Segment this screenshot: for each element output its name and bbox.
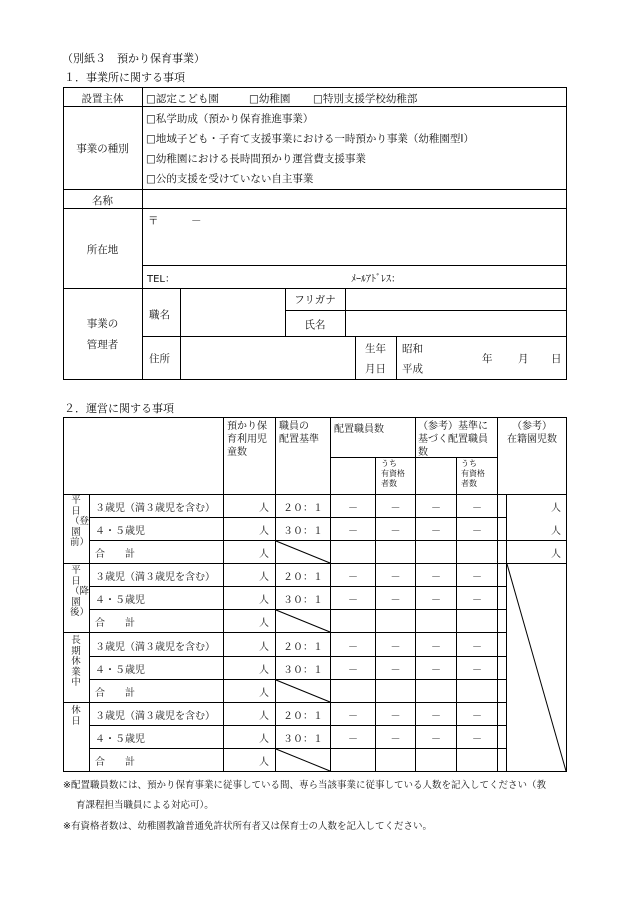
position-label: 職名 xyxy=(149,309,170,321)
row-age3: ３歳児（満３歳児を含む） xyxy=(95,642,215,653)
dash: － xyxy=(390,734,401,745)
dash: － xyxy=(431,595,441,606)
dash: － xyxy=(431,526,441,537)
manager-label-line1: 事業の xyxy=(86,318,119,330)
unit-person: 人 xyxy=(259,642,269,653)
row-total: 合 計 xyxy=(95,618,135,629)
note-qualified: ※有資格者数は、幼稚園教諭普通免許状所有者又は保育士の人数を記入してください。 xyxy=(63,821,432,832)
email-label: ﾒｰﾙｱﾄﾞﾚｽ： xyxy=(351,274,401,285)
dash: － xyxy=(472,526,482,537)
dash: － xyxy=(348,711,358,722)
dash: － xyxy=(348,595,358,606)
row-age45: ４・５歳児 xyxy=(95,595,145,606)
dash: － xyxy=(472,595,482,606)
era-heisei[interactable]: 平成 xyxy=(402,363,423,375)
unit-person: 人 xyxy=(259,549,269,560)
unit-person: 人 xyxy=(259,526,269,537)
ratio-20-1: ２０：１ xyxy=(283,642,323,653)
dash: － xyxy=(431,503,441,514)
row-age3: ３歳児（満３歳児を含む） xyxy=(95,711,215,722)
dash: － xyxy=(472,572,482,583)
unit-person: 人 xyxy=(259,711,269,722)
row-age45: ４・５歳児 xyxy=(95,526,145,537)
dash: － xyxy=(390,503,401,514)
note-staff-count: ※配置職員数には、預かり保育事業に従事している間、専ら当該事業に従事している人数を記入してください（教 xyxy=(63,780,546,791)
dash: － xyxy=(390,665,401,676)
dash: － xyxy=(348,734,358,745)
dash: － xyxy=(431,711,441,722)
col-standard-header: 職員の 配置基準 xyxy=(279,421,319,445)
section2-title: ２．運営に関する事項 xyxy=(64,402,174,415)
type-option-long-hours[interactable]: □幼稚園における長時間預かり運営費支援事業 xyxy=(146,153,366,165)
row-age3: ３歳児（満３歳児を含む） xyxy=(95,503,215,514)
note-staff-count-cont: 育課程担当職員による対応可）。 xyxy=(76,800,214,811)
row-age45: ４・５歳児 xyxy=(95,734,145,745)
dash: － xyxy=(431,665,441,676)
postal-mark: 〒 xyxy=(148,215,159,227)
option-certified-kodomoen[interactable]: □認定こども園 xyxy=(146,93,219,105)
unit-person: 人 xyxy=(259,688,269,699)
dash: － xyxy=(390,572,401,583)
row-total: 合 計 xyxy=(95,549,135,560)
manager-label-line2: 管理者 xyxy=(86,339,119,351)
dash: － xyxy=(390,595,401,606)
group-holiday: 休日 xyxy=(71,705,81,727)
dash: － xyxy=(472,665,482,676)
unit-person: 人 xyxy=(259,618,269,629)
birth-year-unit: 年 xyxy=(482,353,493,365)
type-option-independent[interactable]: □公的支援を受けていない自主事業 xyxy=(146,173,314,185)
ratio-20-1: ２０：１ xyxy=(283,711,323,722)
birth-day-unit: 日 xyxy=(551,353,562,365)
home-address-label: 住所 xyxy=(149,353,170,365)
dash: － xyxy=(348,665,358,676)
fullname-label: 氏名 xyxy=(304,319,326,331)
ratio-30-1: ３０：１ xyxy=(283,595,323,606)
group-long-vacation: 長期休業中 xyxy=(71,635,81,688)
col-ref-staff-header: （参考）基準に 基づく配置職員 数 xyxy=(418,421,488,458)
row-total: 合 計 xyxy=(95,688,135,699)
dash: － xyxy=(390,642,401,653)
sub-qualified-staff: うち 有資格 者数 xyxy=(381,459,405,488)
postal-dash: － xyxy=(191,215,202,227)
birth-month-unit: 月 xyxy=(518,353,529,365)
unit-person: 人 xyxy=(551,549,561,560)
sub-qualified-ref: うち 有資格 者数 xyxy=(461,459,485,488)
dash: － xyxy=(431,572,441,583)
project-type-label: 事業の種別 xyxy=(76,143,129,155)
name-label: 名称 xyxy=(92,195,113,207)
unit-person: 人 xyxy=(259,665,269,676)
ratio-30-1: ３０：１ xyxy=(283,734,323,745)
dash: － xyxy=(431,734,441,745)
dash: － xyxy=(472,642,482,653)
address-label: 所在地 xyxy=(86,244,119,256)
birth-label-line2: 月日 xyxy=(365,363,386,375)
unit-person: 人 xyxy=(259,503,269,514)
option-kindergarten[interactable]: □幼稚園 xyxy=(249,93,291,105)
unit-person: 人 xyxy=(259,757,269,768)
col-children-header: 預かり保 育利用児 童数 xyxy=(227,421,267,458)
ratio-20-1: ２０：１ xyxy=(283,572,323,583)
ratio-30-1: ３０：１ xyxy=(283,665,323,676)
type-option-private-subsidy[interactable]: □私学助成（預かり保育推進事業） xyxy=(146,113,314,125)
unit-person: 人 xyxy=(259,595,269,606)
unit-person: 人 xyxy=(551,503,561,514)
row-total: 合 計 xyxy=(95,757,135,768)
era-showa[interactable]: 昭和 xyxy=(402,343,423,355)
tel-label: TEL： xyxy=(147,274,175,285)
furigana-label: フリガナ xyxy=(294,294,336,306)
unit-person: 人 xyxy=(551,526,561,537)
section1-title: １．事業所に関する事項 xyxy=(64,71,185,84)
dash: － xyxy=(431,642,441,653)
dash: － xyxy=(348,526,358,537)
dash: － xyxy=(348,642,358,653)
dash: － xyxy=(472,503,482,514)
group-weekday-after: 平日（降園後） xyxy=(70,565,90,618)
col-staff-header: 配置職員数 xyxy=(334,424,384,435)
dash: － xyxy=(348,572,358,583)
unit-person: 人 xyxy=(259,572,269,583)
ratio-20-1: ２０：１ xyxy=(283,503,323,514)
setup-label: 設置主体 xyxy=(81,93,124,105)
dash: － xyxy=(390,526,401,537)
type-option-temporary-care[interactable]: □地域子ども・子育て支援事業における一時預かり事業（幼稚園型Ⅰ） xyxy=(146,133,475,145)
birth-label-line1: 生年 xyxy=(365,343,386,355)
row-age45: ４・５歳児 xyxy=(95,665,145,676)
group-weekday-before: 平日（登園前） xyxy=(70,495,90,548)
dash: － xyxy=(348,503,358,514)
attachment-label: （別紙３ 預かり保育事業） xyxy=(62,52,205,65)
ratio-30-1: ３０：１ xyxy=(283,526,323,537)
unit-person: 人 xyxy=(259,734,269,745)
dash: － xyxy=(472,734,482,745)
option-special-support-school[interactable]: □特別支援学校幼稚部 xyxy=(313,93,418,105)
col-enrolled-header: （参考） 在籍園児数 xyxy=(507,421,557,445)
dash: － xyxy=(390,711,401,722)
dash: － xyxy=(472,711,482,722)
row-age3: ３歳児（満３歳児を含む） xyxy=(95,572,215,583)
